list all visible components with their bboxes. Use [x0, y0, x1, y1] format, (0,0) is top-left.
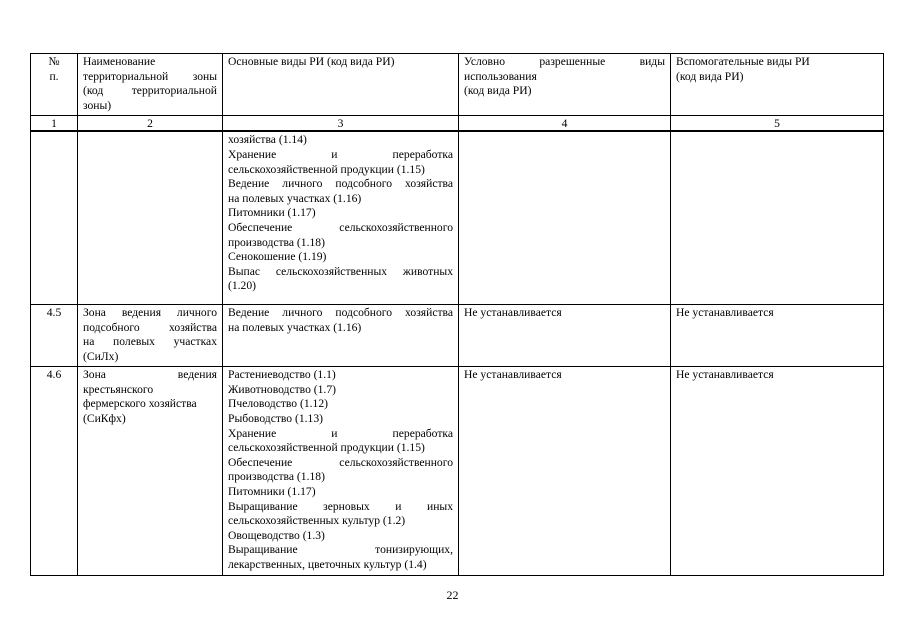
- main-use-line: Овощеводство (1.3): [228, 528, 325, 542]
- table-row: [31, 304, 884, 366]
- zone-name-line: фермерского хозяйства: [83, 397, 197, 411]
- zone-name-line: Зона ведения: [83, 368, 217, 382]
- zone-name-cell: [78, 367, 223, 575]
- header-conditional-line: использования: [464, 69, 537, 83]
- zoning-table: [30, 53, 884, 576]
- main-use-line: Обеспечение сельскохозяйственного: [228, 455, 453, 469]
- main-use-line: на полевых участках (1.16): [228, 320, 362, 334]
- main-use-line: Ведение личного подсобного хозяйства: [228, 305, 453, 319]
- main-uses-cell: [223, 304, 459, 366]
- header-number-cell: [31, 54, 78, 116]
- header-auxiliary-cell: [671, 54, 884, 116]
- main-use-line: (1.20): [228, 279, 257, 293]
- main-use-line: производства (1.18): [228, 470, 325, 484]
- conditional-uses-cell: Не устанавливается: [459, 304, 671, 366]
- header-number-line: №: [48, 55, 60, 68]
- header-zone-line: (код территориальной: [83, 84, 217, 98]
- column-number: 3: [223, 116, 459, 132]
- auxiliary-uses-cell: [671, 131, 884, 304]
- header-main-line: Основные виды РИ (код вида РИ): [228, 55, 395, 68]
- zone-name-line: (СиЛх): [83, 349, 119, 363]
- header-zone-line: территориальной зоны: [83, 69, 217, 83]
- column-number: 4: [459, 116, 671, 132]
- main-use-line: сельскохозяйственных культур (1.2): [228, 514, 406, 528]
- column-number: 5: [671, 116, 884, 132]
- page-number: 22: [446, 588, 459, 602]
- conditional-uses-cell: Не устанавливается: [459, 367, 671, 575]
- zone-name-cell: [78, 131, 223, 304]
- main-uses-cell: [223, 131, 459, 304]
- zone-name-line: подсобного хозяйства: [83, 320, 217, 334]
- main-use-line: хозяйства (1.14): [228, 133, 307, 147]
- auxiliary-uses-cell: Не устанавливается: [671, 304, 884, 366]
- main-use-line: Обеспечение сельскохозяйственного: [228, 220, 453, 234]
- table-row: [31, 367, 884, 575]
- header-number-line: п.: [49, 69, 59, 83]
- main-use-line: Питомники (1.17): [228, 485, 316, 499]
- conditional-uses-cell: [459, 131, 671, 304]
- main-use-line: Ведение личного подсобного хозяйства: [228, 177, 453, 191]
- header-conditional-line: (код вида РИ): [464, 84, 532, 98]
- row-number-cell: 4.5: [31, 304, 78, 366]
- header-main-cell: [223, 54, 459, 116]
- main-use-line: сельскохозяйственной продукции (1.15): [228, 441, 425, 455]
- zone-name-line: Зона ведения личного: [83, 305, 217, 319]
- main-use-line: Пчеловодство (1.12): [228, 397, 329, 411]
- header-conditional-line: Условно разрешенные виды: [464, 55, 665, 68]
- main-use-line: Хранение и переработка: [228, 147, 453, 161]
- row-number-cell: [31, 131, 78, 304]
- header-zone-line: Наименование: [83, 55, 156, 68]
- main-use-line: Растениеводство (1.1): [228, 368, 336, 382]
- main-uses-cell: [223, 367, 459, 575]
- header-zone-cell: [78, 54, 223, 116]
- header-auxiliary-line: Вспомогательные виды РИ: [676, 55, 810, 68]
- header-conditional-cell: [459, 54, 671, 116]
- main-use-line: Выращивание тонизирующих,: [228, 543, 453, 557]
- zone-name-line: крестьянского: [83, 382, 154, 396]
- main-use-line: Хранение и переработка: [228, 426, 453, 440]
- main-use-line: Выращивание зерновых и иных: [228, 499, 453, 513]
- zone-name-line: на полевых участках: [83, 335, 217, 349]
- header-zone-line: зоны): [83, 98, 112, 112]
- main-use-line: Сенокошение (1.19): [228, 250, 327, 264]
- table-header-row: [31, 54, 884, 116]
- row-number-cell: 4.6: [31, 367, 78, 575]
- zone-name-line: (СиКфх): [83, 412, 126, 426]
- auxiliary-uses-cell: Не устанавливается: [671, 367, 884, 575]
- table-row: [31, 131, 884, 304]
- column-number: 1: [31, 116, 78, 132]
- main-use-line: Питомники (1.17): [228, 206, 316, 220]
- main-use-line: Животноводство (1.7): [228, 382, 336, 396]
- main-use-line: производства (1.18): [228, 235, 325, 249]
- main-use-line: на полевых участках (1.16): [228, 191, 362, 205]
- main-use-line: Рыбоводство (1.13): [228, 412, 324, 426]
- zone-name-cell: [78, 304, 223, 366]
- header-auxiliary-line: (код вида РИ): [676, 69, 744, 83]
- main-use-line: сельскохозяйственной продукции (1.15): [228, 162, 425, 176]
- column-number: 2: [78, 116, 223, 132]
- column-number-row: [31, 116, 884, 132]
- main-use-line: Выпас сельскохозяйственных животных: [228, 264, 453, 278]
- main-use-line: лекарственных, цветочных культур (1.4): [228, 558, 427, 571]
